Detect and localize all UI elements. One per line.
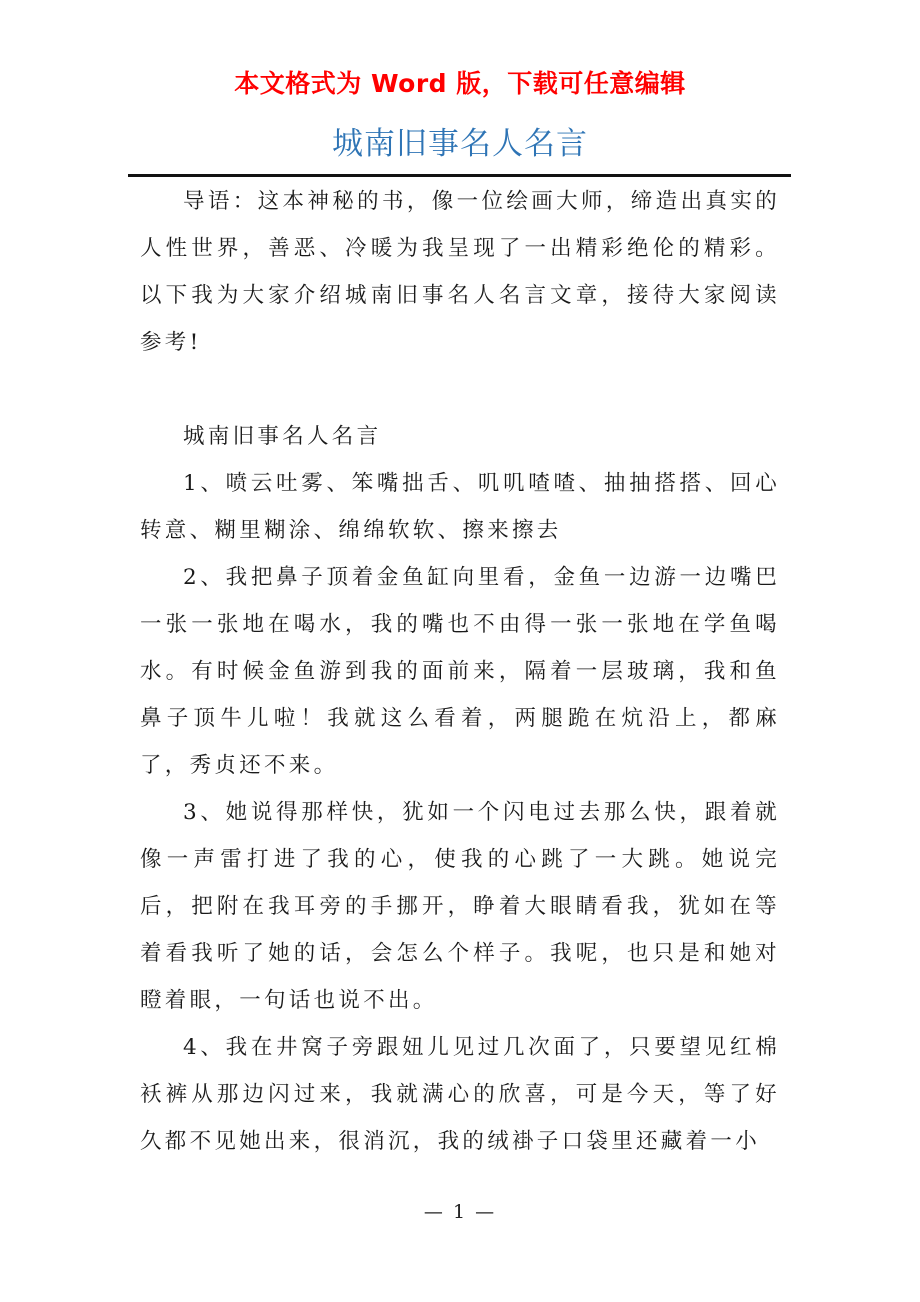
paragraph-spacer [140, 366, 780, 413]
document-body [140, 178, 780, 1165]
title-divider-rule [128, 174, 791, 177]
page-number: — 1 — [423, 1201, 497, 1223]
quote-paragraph-4: 4、我在井窝子旁跟妞儿见过几次面了，只要望见红棉袄裤从那边闪过来，我就满心的欣喜，可是今天，等了好久都不见她出来，很消沉，我的绒褂子口袋里还藏着一小 [140, 1035, 780, 1154]
format-notice-banner: 本文格式为 Word 版，下载可任意编辑 [234, 69, 686, 98]
section-heading: 城南旧事名人名言 [183, 424, 382, 449]
quote-paragraph-2: 2、我把鼻子顶着金鱼缸向里看，金鱼一边游一边嘴巴一张一张地在喝水，我的嘴也不由得一张一张地在学鱼喝水。有时候金鱼游到我的面前来，隔着一层玻璃，我和鱼鼻子顶牛儿啦！我就这么看着，两腿跪在炕沿上，都麻了，秀贞还不来。 [140, 565, 780, 778]
intro-paragraph: 导语：这本神秘的书，像一位绘画大师，缔造出真实的人性世界，善恶、冷暖为我呈现了一出精彩绝伦的精彩。以下我为大家介绍城南旧事名人名言文章，接待大家阅读参考! [140, 189, 780, 355]
quote-paragraph-1: 1、喷云吐雾、笨嘴拙舌、叽叽喳喳、抽抽搭搭、回心转意、糊里糊涂、绵绵软软、擦来擦去 [140, 471, 780, 543]
document-title: 城南旧事名人名言 [332, 126, 588, 162]
quote-paragraph-3: 3、她说得那样快，犹如一个闪电过去那么快，跟着就像一声雷打进了我的心，使我的心跳了一大跳。她说完后，把附在我耳旁的手挪开，睁着大眼睛看我，犹如在等着看我听了她的话，会怎么个样子。我呢，也只是和她对瞪着眼，一句话也说不出。 [140, 800, 780, 1013]
